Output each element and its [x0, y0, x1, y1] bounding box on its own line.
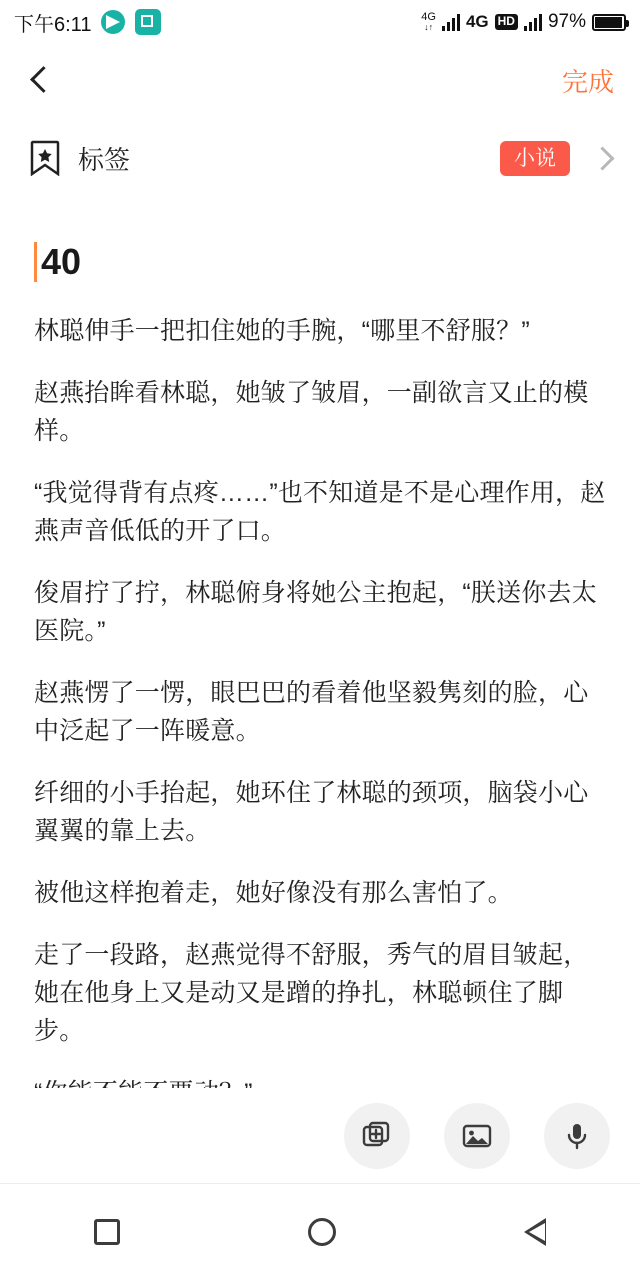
- status-bar-left: [14, 8, 161, 37]
- note-editor[interactable]: [0, 240, 640, 1174]
- status-bar: [0, 0, 640, 44]
- chevron-right-icon[interactable]: [592, 148, 612, 168]
- tag-row[interactable]: [0, 116, 640, 200]
- title-line[interactable]: [34, 240, 606, 284]
- signal-bars-sim2-icon: [524, 13, 542, 31]
- document-title[interactable]: 40: [41, 241, 82, 282]
- battery-icon: [592, 14, 626, 31]
- done-button[interactable]: 完成: [561, 66, 614, 97]
- bookmark-icon: [30, 140, 60, 176]
- app-header: [0, 44, 640, 116]
- paragraph[interactable]: 赵燕愣了一愣，眼巴巴的看着他坚毅隽刻的脸，心中泛起了一阵暖意。: [34, 679, 589, 745]
- home-circle-icon[interactable]: [308, 1218, 336, 1246]
- tag-pill-novel[interactable]: 小说: [500, 141, 570, 176]
- editor-toolbar: [0, 1088, 640, 1184]
- network-type-label: 4G: [465, 12, 489, 31]
- network-type-small-icon: 4G ↓↑: [421, 11, 436, 32]
- paragraph[interactable]: 纤细的小手抬起，她环住了林聪的颈项，脑袋小心翼翼的靠上去。: [34, 779, 589, 845]
- status-time: 下午6:11: [14, 13, 92, 36]
- image-button[interactable]: [444, 1103, 510, 1169]
- back-chevron-icon[interactable]: [26, 67, 52, 93]
- recents-square-icon[interactable]: [94, 1219, 120, 1245]
- back-triangle-icon[interactable]: [524, 1218, 546, 1246]
- paragraph[interactable]: “我觉得背有点疼……”也不知道是不是心理作用，赵燕声音低低的开了口。: [34, 479, 606, 545]
- paragraph[interactable]: 被他这样抱着走，她好像没有那么害怕了。: [34, 879, 513, 907]
- screenshot-icon[interactable]: [135, 9, 161, 35]
- add-card-icon: [361, 1120, 393, 1152]
- tag-label: 标签: [78, 144, 131, 175]
- paragraph[interactable]: 赵燕抬眸看林聪，她皱了皱眉，一副欲言又止的模样。: [34, 379, 589, 445]
- add-card-button[interactable]: [344, 1103, 410, 1169]
- paragraph[interactable]: 林聪伸手一把扣住她的手腕，“哪里不舒服？”: [34, 317, 530, 345]
- navigation-icon[interactable]: [101, 10, 125, 34]
- signal-bars-sim1-icon: [442, 13, 460, 31]
- microphone-icon: [561, 1120, 593, 1152]
- hd-badge: HD: [495, 14, 518, 29]
- image-icon: [461, 1120, 493, 1152]
- system-navigation-bar: [0, 1183, 640, 1280]
- microphone-button[interactable]: [544, 1103, 610, 1169]
- paragraph[interactable]: 俊眉拧了拧，林聪俯身将她公主抱起，“朕送你去太医院。”: [34, 579, 597, 645]
- status-bar-right: [421, 11, 626, 33]
- paragraph[interactable]: 走了一段路，赵燕觉得不舒服，秀气的眉目皱起，她在他身上又是动又是蹭的挣扎，林聪顿住了脚步。: [34, 941, 589, 1045]
- text-caret: [34, 242, 37, 282]
- battery-percent: 97%: [547, 11, 586, 32]
